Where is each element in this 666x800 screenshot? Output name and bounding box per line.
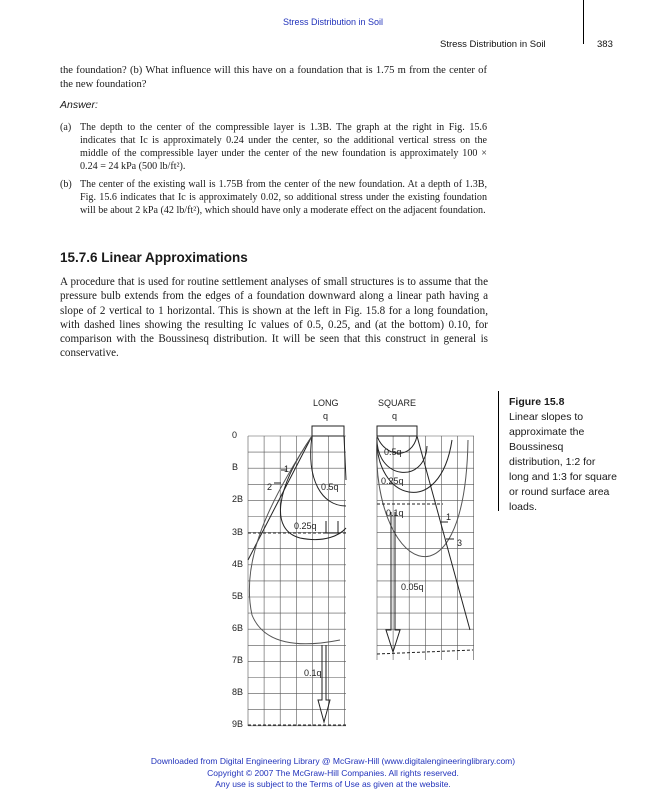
square-annotation-05: 0.5q (384, 447, 402, 457)
depth-label: 4B (232, 559, 244, 569)
figure-caption-text: Linear slopes to approximate the Boussinesq distribution, 1:2 for long and 1:3 for square or round surface area loads. (509, 411, 617, 513)
footer-line-copyright: Copyright © 2007 The McGraw-Hill Companies. All rights reserved. (207, 767, 459, 778)
figure-caption-title: Figure 15.8 (509, 396, 565, 408)
long-annotation-01: 0.1q (304, 668, 322, 678)
long-footing (312, 426, 344, 436)
long-slope-2: 2 (267, 482, 273, 492)
long-annotation-05: 0.5q (321, 482, 339, 492)
depth-label: B (232, 462, 239, 472)
footer-line-terms: Any use is subject to the Terms of Use as given at the website. (215, 779, 451, 789)
square-label: SQUARE (378, 398, 417, 408)
footer (0, 756, 666, 791)
answer-label: Answer: (60, 99, 98, 111)
answer-item-label: (b) (60, 179, 72, 190)
page-number: 383 (597, 39, 613, 50)
square-annotation-005: 0.05q (401, 582, 424, 592)
caption-rule (498, 391, 499, 511)
long-annotation-025: 0.25q (294, 521, 317, 531)
depth-label: 5B (232, 591, 244, 601)
depth-label: 2B (232, 494, 244, 504)
answer-item-text: The center of the existing wall is 1.75B from the center of the new foundation. At a depth of 1.3B, Fig. 15.6 indicates that Ic is approximately 0.02, so additional stress under the existing foundation will be about 2 kPa (42 lb/ft²), which should have only a moderate effect on the adjacent foundation. (80, 179, 487, 216)
square-slope-1: 1 (446, 512, 452, 522)
footer-line-download: Downloaded from Digital Engineering Library @ McGraw-Hill (www.digitalengineeringlibrary.com) (150, 756, 516, 766)
depth-label: 9B (232, 719, 244, 729)
intro-question: the foundation? (b) What influence will this have on a foundation that is 1.75 m from the center of the new foundation? (60, 65, 487, 90)
square-load-symbol: q (392, 411, 398, 421)
long-label: LONG (313, 398, 339, 408)
long-foundation-diagram (248, 426, 346, 725)
square-slope-right (417, 436, 470, 630)
top-banner: Stress Distribution in Soil (282, 17, 384, 27)
square-footing (377, 426, 417, 436)
long-bulb-01 (249, 436, 340, 644)
depth-label: 0 (232, 430, 238, 440)
long-load-symbol: q (323, 411, 329, 421)
long-slope-1: 1 (284, 464, 290, 474)
long-foundation-grid (248, 436, 346, 726)
square-annotation-025: 0.25q (381, 476, 404, 486)
depth-label: 7B (232, 655, 244, 665)
depth-label: 6B (232, 623, 244, 633)
square-foundation-grid (377, 436, 474, 660)
section-heading: 15.7.6 Linear Approximations (60, 250, 248, 265)
answer-item-text: The depth to the center of the compressible layer is 1.3B. The graph at the right in Fig. 15.6 indicates that Ic is approximately 0.24 under the center, so the additional vertical stress on the middle of the compressible layer under the center of the new foundation is approximately 100 × 0.24 = 24 kPa (500 lb/ft²). (80, 122, 487, 172)
answer-item-label: (a) (60, 122, 72, 133)
body-paragraph: A procedure that is used for routine settlement analyses of small structures is to assume that the pressure bulb extends from the edges of a foundation downward along a linear path having a slope of 2 vertical to 1 horizontal. This is shown at the left in Fig. 15.8 for a long foundation, with dashed lines showing the resulting Ic values of 0.5, 0.25, and (at the bottom) 0.10, for comparison with the Boussinesq distribution. It will be seen that this construct in general is conservative. (60, 276, 488, 360)
square-annotation-01: 0.1q (386, 508, 404, 518)
square-slope-3: 3 (457, 538, 463, 548)
depth-label: 8B (232, 687, 244, 697)
depth-label: 3B (232, 527, 244, 537)
running-head: Stress Distribution in Soil (440, 39, 546, 50)
